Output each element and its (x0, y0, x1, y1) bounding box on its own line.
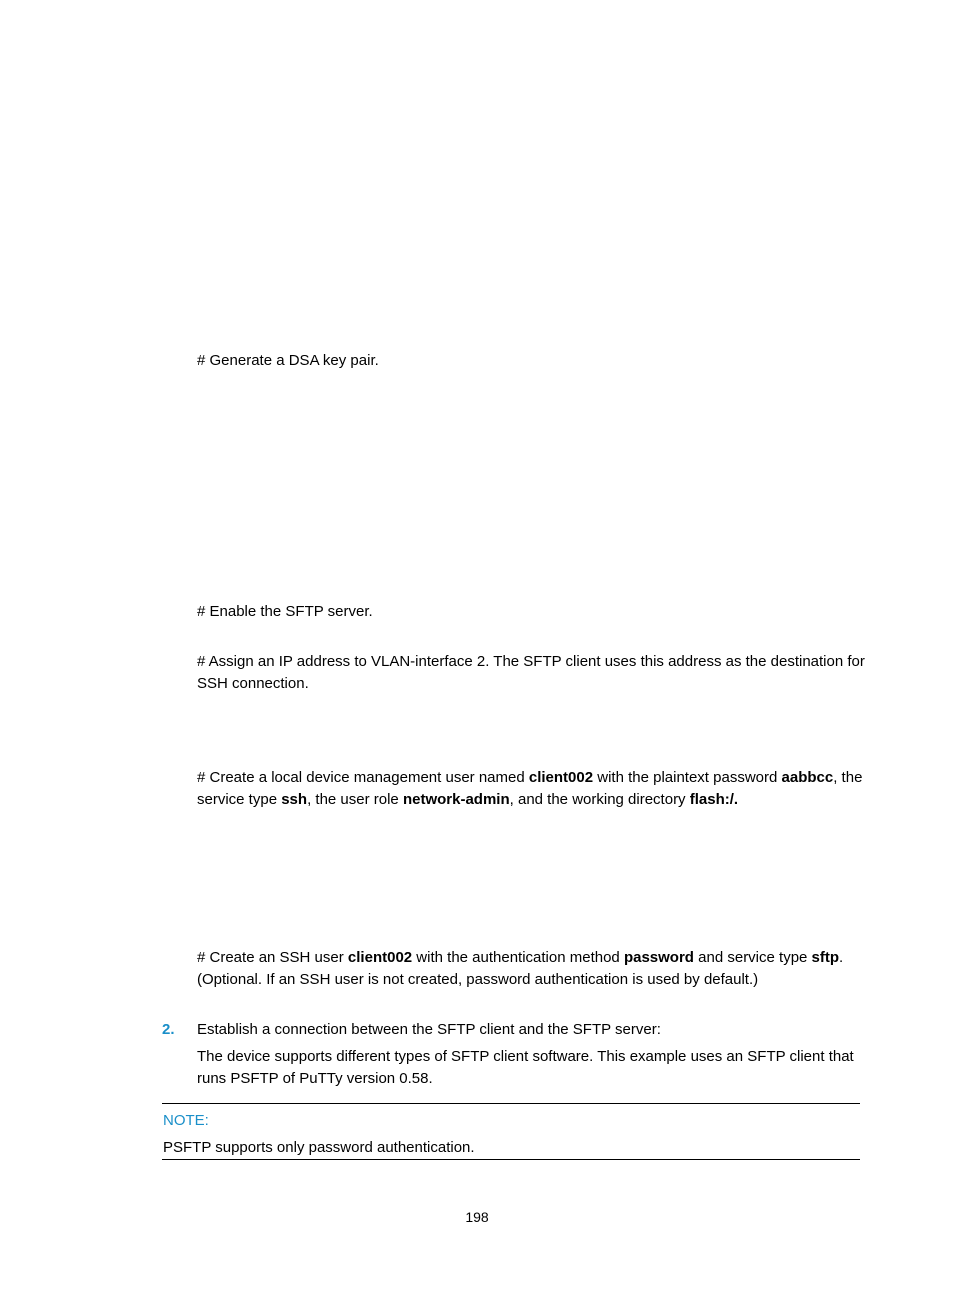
local-user-directory: flash:/. (689, 790, 739, 808)
local-user-comment (197, 767, 867, 810)
note-top-rule (162, 1103, 860, 1104)
ssh-user-service-type: sftp (811, 949, 840, 966)
sftp-server-comment: # Enable the SFTP server. (197, 603, 373, 620)
local-user-role: network-admin (402, 790, 510, 808)
ssh-user-text-4: . (Optional. If an SSH user is not created, password authentication is used by default.) (197, 949, 844, 988)
page-number: 198 (465, 1209, 489, 1225)
ssh-user-text-2: with the authentication method (412, 949, 624, 966)
step-2-body: The device supports different types of SFTP client software. This example uses an SFTP client that runs PSFTP of PuTTy version 0.58. (197, 1048, 854, 1087)
ssh-user-comment (197, 947, 867, 990)
local-user-text-2: with the plaintext password (593, 769, 782, 786)
assign-ip-comment: # Assign an IP address to VLAN-interface 2. The SFTP client uses this address as the destination for SSH connection. (197, 653, 865, 692)
local-user-text-1: # Create a local device management user named (197, 769, 529, 786)
step-2-title: Establish a connection between the SFTP client and the SFTP server: (197, 1021, 661, 1038)
step-2-number: 2. (162, 1021, 175, 1038)
local-user-text-3: , the service type (197, 769, 863, 808)
local-user-name: client002 (528, 769, 594, 786)
ssh-user-name: client002 (347, 949, 413, 966)
note-label: NOTE: (163, 1112, 209, 1129)
note-bottom-rule (162, 1159, 860, 1160)
local-user-password: aabbcc (781, 769, 834, 786)
note-text: PSFTP supports only password authentication. (163, 1139, 475, 1156)
local-user-text-5: , and the working directory (509, 790, 690, 808)
ssh-user-auth-method: password (623, 949, 694, 966)
local-user-service-type: ssh (281, 790, 308, 808)
ssh-user-text-3: and service type (693, 949, 812, 966)
dsa-key-comment: # Generate a DSA key pair. (197, 352, 379, 369)
ssh-user-text-1: # Create an SSH user (197, 949, 348, 966)
local-user-text-4: , the user role (307, 790, 403, 808)
